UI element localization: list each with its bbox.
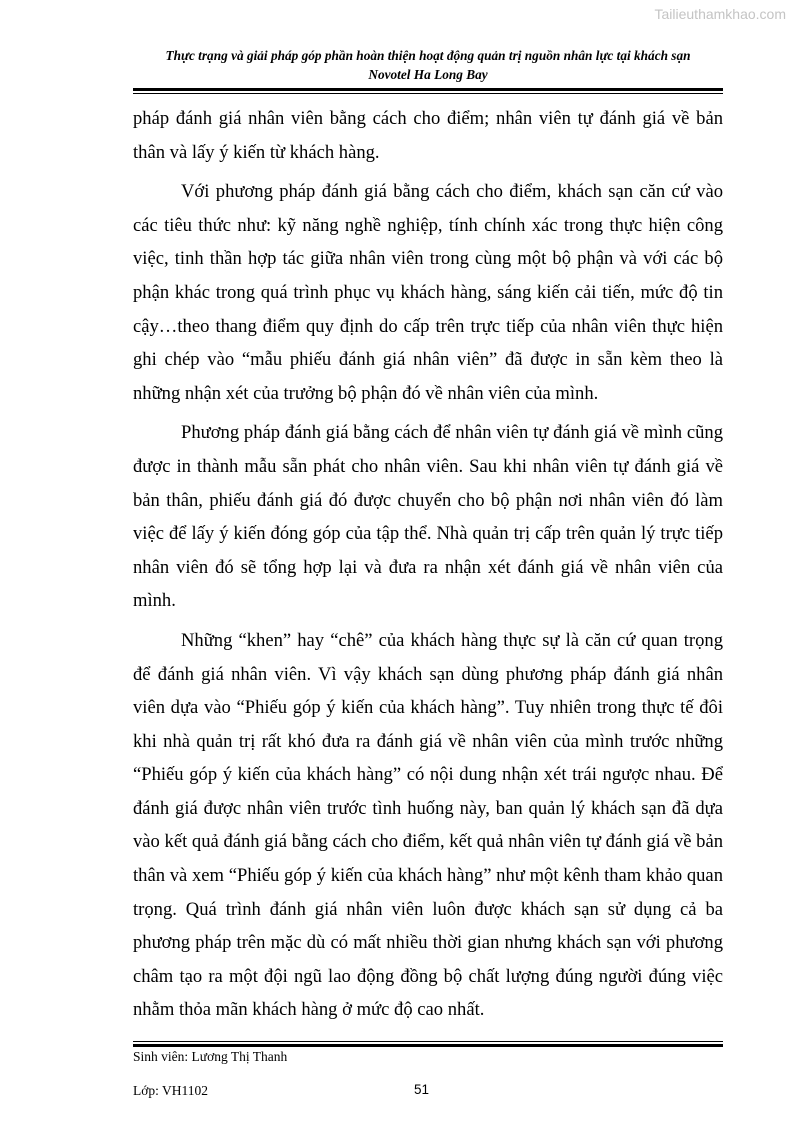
footer-class: Lớp: VH1102 (133, 1083, 209, 1098)
paragraph-scoring-method: Với phương pháp đánh giá bằng cách cho điểm, khách sạn căn cứ vào các tiêu thức như: kỹ năng nghề nghiệp, tính chính xác trong thực hiện công việc, tinh thần hợp tác giữa nhân viên trong cùng một bộ phận và với các bộ phận khác trong quá trình phục vụ khách hàng, sáng kiến cải tiến, mức độ tin cậy…theo thang điểm quy định do cấp trên trực tiếp của nhân viên thực hiện ghi chép vào “mẫu phiếu đánh giá nhân viên” đã được in sẵn kèm theo là những nhận xét của trưởng bộ phận đó về nhân viên của mình. (133, 181, 723, 404)
watermark: Tailieuthamkhao.com (654, 6, 786, 22)
header-title-line-2: Novotel Ha Long Bay (368, 67, 488, 82)
footer-rule-thick (133, 1044, 723, 1047)
header-title-line-1: Thực trạng và giải pháp góp phần hoàn thiện hoạt động quản trị nguồn nhân lực tại khách sạn (165, 48, 691, 63)
body-text (133, 102, 723, 1027)
footer-student-name: Sinh viên: Lương Thị Thanh (133, 1049, 288, 1064)
paragraph-customer-feedback: Những “khen” hay “chê” của khách hàng thực sự là căn cứ quan trọng để đánh giá nhân viên. Vì vậy khách sạn dùng phương pháp đánh giá nhân viên dựa vào “Phiếu góp ý kiến của khách hàng”. Tuy nhiên trong thực tế đôi khi nhà quản trị rất khó đưa ra đánh giá về nhân viên của mình trước những “Phiếu góp ý kiến của khách hàng” có nội dung nhận xét trái ngược nhau. Để đánh giá được nhân viên trước tình huống này, ban quản lý khách sạn đã dựa vào kết quả đánh giá bằng cách cho điểm, kết quả nhân viên tự đánh giá về bản thân và xem “Phiếu góp ý kiến của khách hàng” như một kênh tham khảo quan trọng. Quá trình đánh giá nhân viên luôn được khách sạn sử dụng cả ba phương pháp trên mặc dù có mất nhiều thời gian nhưng khách sạn với phương châm tạo ra một đội ngũ lao động đồng bộ chất lượng đúng người đúng việc nhằm thỏa mãn khách hàng ở mức độ cao nhất. (133, 629, 723, 1021)
paragraph-self-assessment: Phương pháp đánh giá bằng cách để nhân viên tự đánh giá về mình cũng được in thành mẫu sẵn phát cho nhân viên. Sau khi nhân viên tự đánh giá về bản thân, phiếu đánh giá đó được chuyển cho bộ phận nơi nhân viên đó làm việc để lấy ý kiến đóng góp của tập thể. Nhà quản trị cấp trên quản lý trực tiếp nhân viên đó sẽ tổng hợp lại và đưa ra nhận xét đánh giá về nhân viên của mình. (133, 422, 723, 612)
running-header (134, 46, 722, 84)
page-number: 51 (414, 1082, 430, 1097)
header-rule-thin (133, 93, 723, 94)
footer-rule-thin (133, 1041, 723, 1042)
paragraph-continued: pháp đánh giá nhân viên bằng cách cho điểm; nhân viên tự đánh giá về bản thân và lấy ý kiến từ khách hàng. (133, 108, 723, 163)
header-rule-thick (133, 88, 723, 91)
